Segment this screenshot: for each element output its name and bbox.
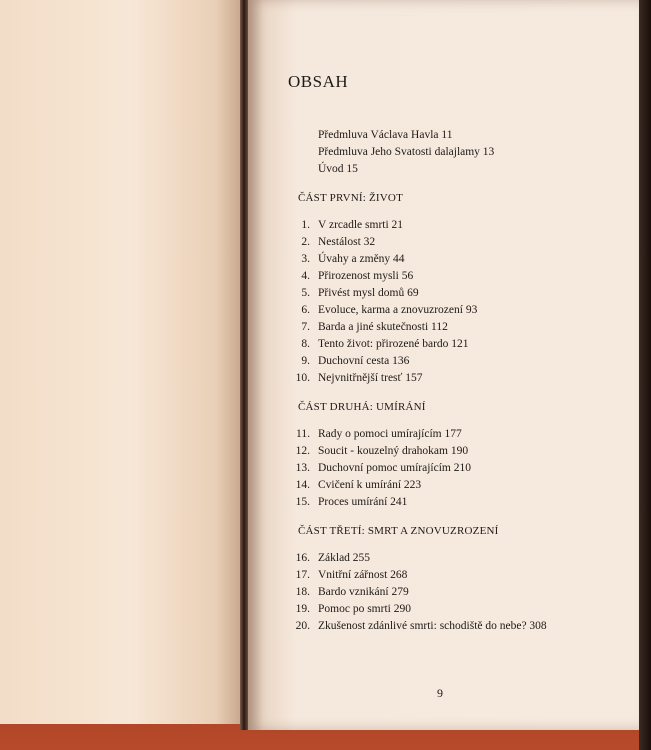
chapter-title: Soucit - kouzelný drahokam 190 [318,445,469,457]
chapter-number: 12. [295,445,310,457]
chapter-number: 14. [295,479,310,491]
toc-entry [286,303,477,317]
chapter-number: 3. [301,253,310,265]
toc-entry [286,286,419,300]
toc-entry [286,602,411,616]
chapter-number: 11. [296,428,310,440]
chapter-title: Evoluce, karma a znovuzrození 93 [318,304,478,316]
chapter-number: 19. [295,603,310,615]
chapter-title: Bardo vznikání 279 [318,586,409,598]
chapter-title: Zkušenost zdánlivé smrti: schodiště do nebe? 308 [318,620,547,632]
chapter-title: Tento život: přirozené bardo 121 [318,338,469,350]
chapter-title: Rady o pomoci umírajícím 177 [318,428,462,440]
toc-entry [286,218,403,232]
intro-entry: Předmluva Jeho Svatosti dalajlamy 13 [318,146,495,158]
intro-entry: Úvod 15 [318,163,358,175]
chapter-title: Nejvnitřnější tresť 157 [318,372,423,384]
chapter-number: 8. [301,338,310,350]
chapter-number: 4. [301,270,310,282]
toc-entry [286,444,468,458]
toc-entry [286,478,421,492]
toc-entry [286,461,471,475]
toc-entry [286,354,409,368]
chapter-title: Základ 255 [318,552,371,564]
chapter-title: Nestálost 32 [318,236,376,248]
chapter-number: 17. [295,569,310,581]
toc-entry [286,495,407,509]
chapter-number: 7. [301,321,310,333]
chapter-title: Přivést mysl domů 69 [318,287,419,299]
intro-entry: Předmluva Václava Havla 11 [318,129,453,141]
chapter-number: 13. [295,462,310,474]
chapter-title: Barda a jiné skutečnosti 112 [318,321,448,333]
chapter-title: Duchovní pomoc umírajícím 210 [318,462,471,474]
toc-entry [286,568,407,582]
toc-entry [286,371,423,385]
chapter-number: 5. [301,287,310,299]
toc-entry [286,252,405,266]
chapter-title: Proces umírání 241 [318,496,408,508]
toc-entry [286,269,413,283]
toc-entry [286,585,409,599]
chapter-title: Úvahy a změny 44 [318,253,405,265]
part-title: ČÁST TŘETÍ: SMRT A ZNOVUZROZENÍ [298,525,499,537]
toc-entry [286,551,370,565]
chapter-title: Cvičení k umírání 223 [318,479,422,491]
toc-entry [286,337,469,351]
toc-entry [286,235,375,249]
chapter-number: 20. [295,620,310,632]
part-title: ČÁST PRVNÍ: ŽIVOT [298,192,403,204]
chapter-title: Vnitřní zářnost 268 [318,569,408,581]
chapter-title: V zrcadle smrti 21 [318,219,404,231]
chapter-title: Pomoc po smrti 290 [318,603,411,615]
chapter-number: 18. [295,586,310,598]
toc-entry [286,619,547,633]
chapter-title: Duchovní cesta 136 [318,355,410,367]
chapter-number: 9. [301,355,310,367]
page-number: 9 [437,686,443,700]
chapter-number: 1. [301,219,310,231]
chapter-number: 10. [295,372,310,384]
chapter-number: 2. [301,236,310,248]
part-title: ČÁST DRUHÁ: UMÍRÁNÍ [298,401,426,413]
chapter-number: 16. [295,552,310,564]
chapter-title: Přirozenost mysli 56 [318,270,414,282]
toc-entry [286,427,462,441]
toc-entry [286,320,448,334]
chapter-number: 15. [295,496,310,508]
chapter-number: 6. [301,304,310,316]
contents-heading: OBSAH [288,72,349,91]
